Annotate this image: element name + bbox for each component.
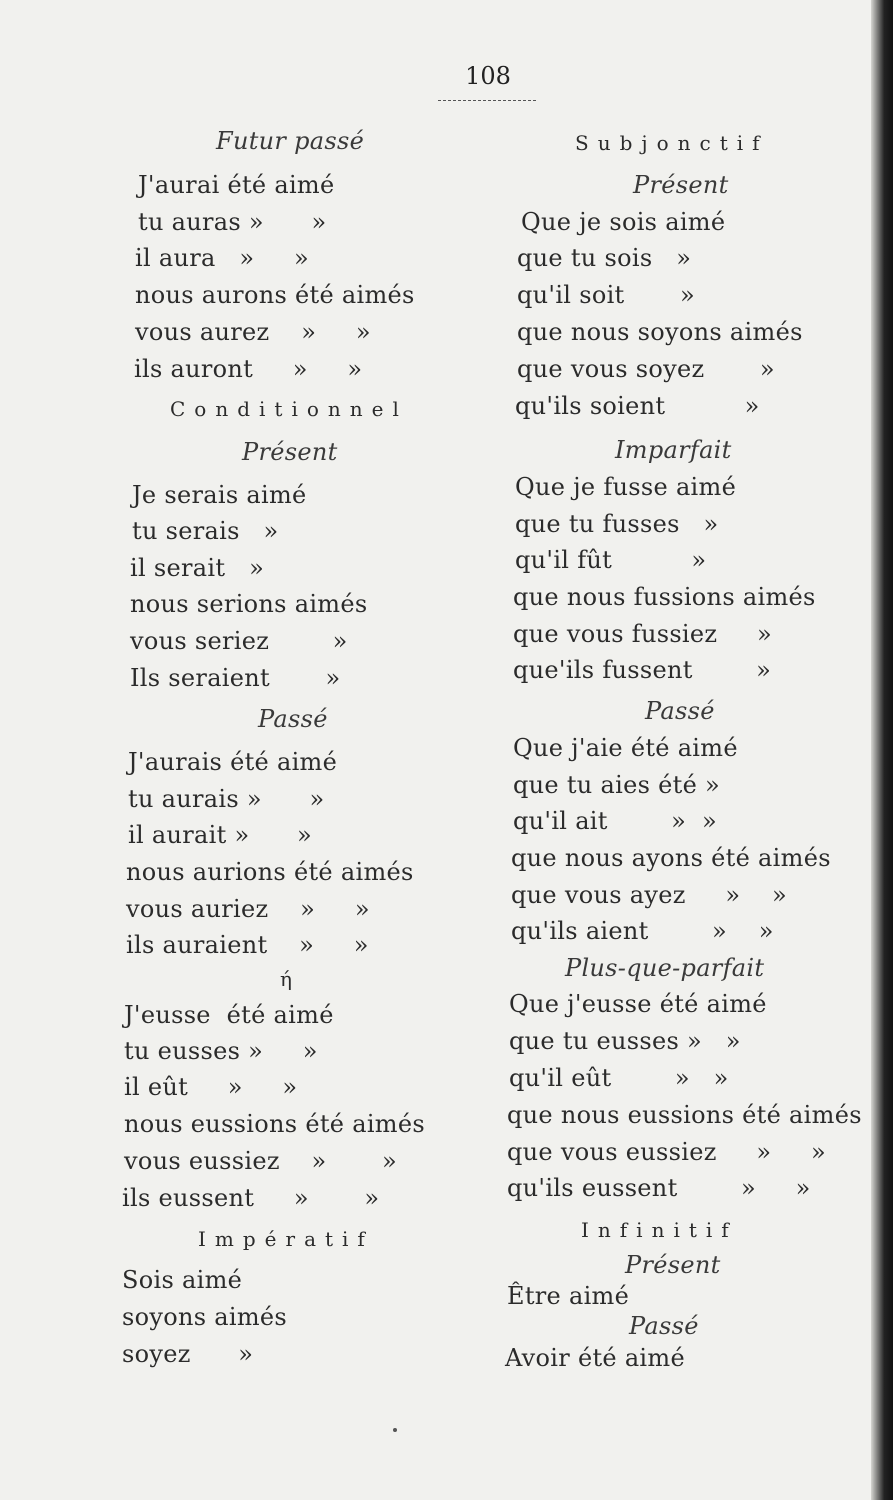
conjugation-line: ils auront » » bbox=[134, 355, 363, 383]
conjugation-line: que tu aies été » bbox=[513, 771, 720, 799]
conjugation-line: qu'il soit » bbox=[517, 281, 695, 309]
conjugation-line: que nous ayons été aimés bbox=[511, 844, 831, 872]
conjugation-line: que nous eussions été aimés bbox=[507, 1101, 862, 1129]
conjugation-line: Que je sois aimé bbox=[521, 208, 726, 236]
conjugation-line: Ils seraient » bbox=[130, 664, 341, 692]
conjugation-line: Être aimé bbox=[507, 1282, 630, 1310]
conjugation-line: qu'ils aient » » bbox=[511, 917, 774, 945]
conjugation-line: Sois aimé bbox=[122, 1266, 243, 1294]
conjugation-line: Que je fusse aimé bbox=[515, 473, 737, 501]
conjugation-line: que vous soyez » bbox=[517, 355, 775, 383]
conjugation-line: tu serais » bbox=[132, 517, 279, 545]
conjugation-line: qu'ils eussent » » bbox=[507, 1174, 811, 1202]
heading-subjonctif-imparfait: Imparfait bbox=[615, 436, 732, 464]
conjugation-line: tu aurais » » bbox=[128, 785, 325, 813]
conjugation-line: que vous fussiez » bbox=[513, 620, 772, 648]
conjugation-line: que nous fussions aimés bbox=[513, 583, 816, 611]
conjugation-line: que tu eusses » » bbox=[509, 1027, 741, 1055]
conjugation-line: ils eussent » » bbox=[122, 1184, 380, 1212]
heading-subjonctif-plus-que-parfait: Plus-que-parfait bbox=[565, 954, 765, 982]
conjugation-line: Je serais aimé bbox=[132, 481, 307, 509]
conjugation-line: que tu sois » bbox=[517, 244, 692, 272]
page-number: 108 bbox=[465, 62, 511, 90]
conjugation-line: qu'ils soient » bbox=[515, 392, 760, 420]
heading-futur-passe: Futur passé bbox=[216, 127, 365, 155]
heading-conditionnel-present: Présent bbox=[242, 438, 338, 466]
ink-speck bbox=[393, 1428, 397, 1432]
heading-subjonctif-present: Présent bbox=[633, 171, 729, 199]
conjugation-line: qu'il ait » » bbox=[513, 807, 717, 835]
conjugation-line: qu'il eût » » bbox=[509, 1064, 729, 1092]
conjugation-line: vous seriez » bbox=[130, 627, 348, 655]
conjugation-line: qu'il fût » bbox=[515, 546, 707, 574]
conjugation-line: il eût » » bbox=[124, 1073, 298, 1101]
conjugation-line: nous aurons été aimés bbox=[135, 281, 415, 309]
conjugation-line: soyez » bbox=[122, 1340, 254, 1368]
conjugation-line: que'ils fussent » bbox=[513, 656, 772, 684]
conjugation-line: nous serions aimés bbox=[130, 590, 368, 618]
conjugation-line: vous aurez » » bbox=[135, 318, 371, 346]
heading-conditionnel-passe: Passé bbox=[258, 705, 328, 733]
heading-infinitif-passe: Passé bbox=[629, 1312, 699, 1340]
heading-infinitif-present: Présent bbox=[625, 1251, 721, 1279]
conjugation-line: ils auraient » » bbox=[126, 931, 369, 959]
conjugation-line: il aurait » » bbox=[128, 821, 313, 849]
conjugation-line: nous eussions été aimés bbox=[124, 1110, 425, 1138]
conjugation-line: il aura » » bbox=[135, 244, 310, 272]
conjugation-line: Avoir été aimé bbox=[505, 1344, 685, 1372]
conjugation-line: Que j'eusse été aimé bbox=[509, 990, 767, 1018]
conjugation-line: que tu fusses » bbox=[515, 510, 719, 538]
section-title-subjonctif: Subjonctif bbox=[575, 131, 769, 155]
page-edge-shadow bbox=[871, 0, 893, 1500]
conjugation-line: tu auras » » bbox=[138, 208, 327, 236]
conjugation-line: J'aurais été aimé bbox=[128, 748, 338, 776]
page-number-rule bbox=[438, 100, 536, 101]
conjugation-line: soyons aimés bbox=[122, 1303, 288, 1331]
section-title-infinitif: Infinitif bbox=[581, 1218, 738, 1242]
conjugation-line: Que j'aie été aimé bbox=[513, 734, 738, 762]
heading-subjonctif-passe: Passé bbox=[645, 697, 715, 725]
conjugation-line: vous eussiez » » bbox=[124, 1147, 398, 1175]
conjugation-line: il serait » bbox=[130, 554, 265, 582]
conjugation-line: que nous soyons aimés bbox=[517, 318, 803, 346]
section-title-conditionnel: Conditionnel bbox=[170, 397, 408, 421]
conjugation-line: vous auriez » » bbox=[126, 895, 370, 923]
section-title-imperatif: Impératif bbox=[198, 1227, 374, 1251]
conjugation-line: J'aurai été aimé bbox=[138, 171, 335, 199]
conjugation-line: que vous eussiez » » bbox=[507, 1138, 826, 1166]
conjugation-line: tu eusses » » bbox=[124, 1037, 318, 1065]
conjugation-line: J'eusse été aimé bbox=[124, 1001, 334, 1029]
conjugation-line: nous aurions été aimés bbox=[126, 858, 414, 886]
or-mark: ή bbox=[280, 967, 293, 991]
conjugation-line: que vous ayez » » bbox=[511, 881, 788, 909]
